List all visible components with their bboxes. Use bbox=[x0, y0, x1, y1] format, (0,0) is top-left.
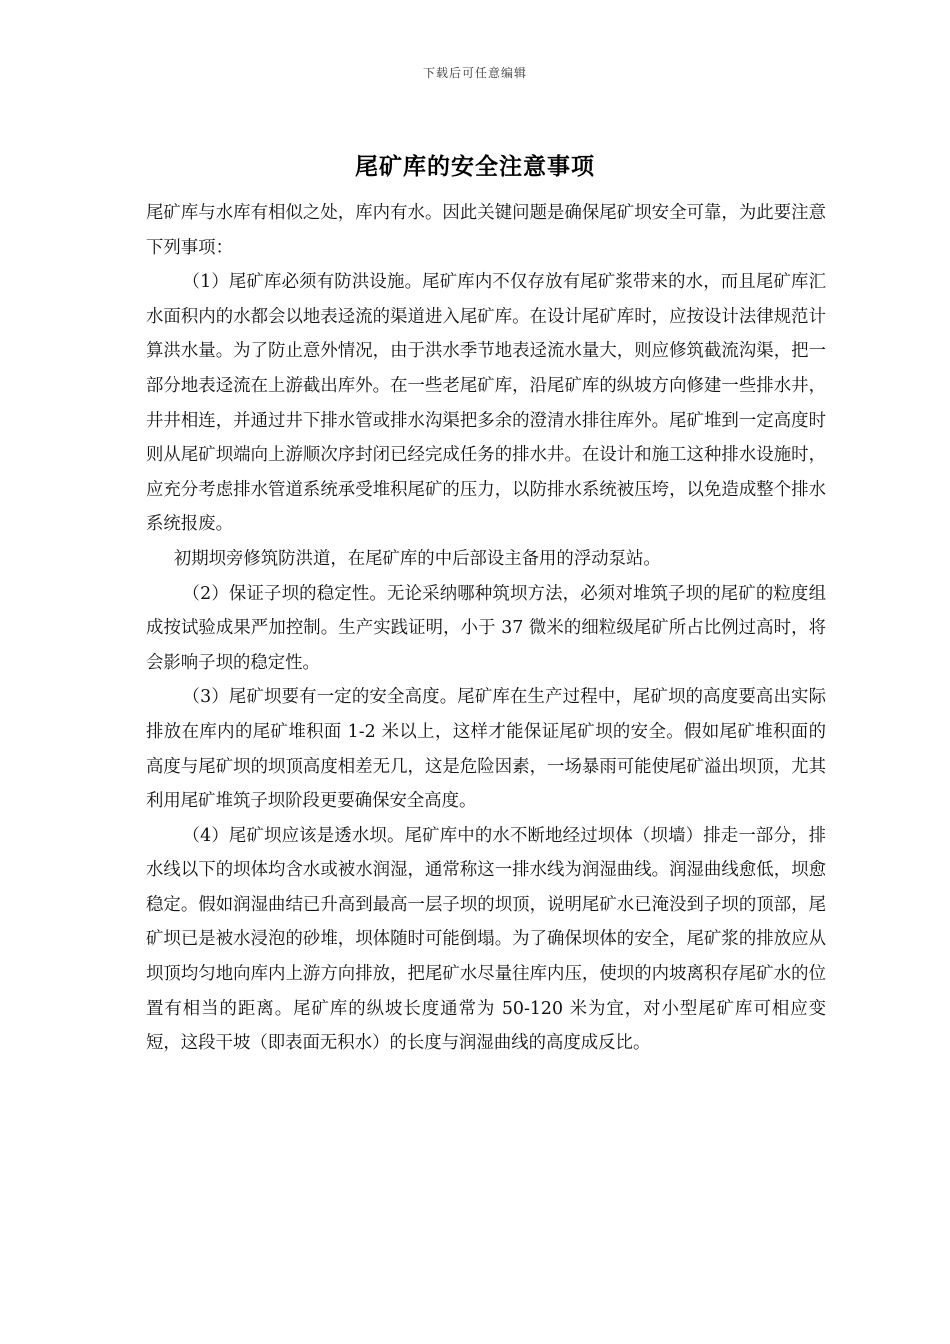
paragraph-safety-height: （3）尾矿坝要有一定的安全高度。尾矿库在生产过程中，尾矿坝的高度要高出实际排放在库内的尾矿堆积面 1-2 米以上，这样才能保证尾矿坝的安全。假如尾矿堆积面的高度与尾矿坝的坝顶高度相差无几，这是危险因素，一场暴雨可能使尾矿溢出坝顶，尤其利用尾矿堆筑子坝阶段更要确保安全高度。 bbox=[146, 687, 826, 812]
paragraph-subdam-stability: （2）保证子坝的稳定性。无论采纳哪种筑坝方法，必须对堆筑子坝的尾矿的粒度组成按试验成果严加控制。生产实践证明，小于 37 微米的细粒级尾矿所占比例过高时，将会影响子坝的稳定性。 bbox=[146, 583, 826, 673]
paragraph-permeable-dam: （4）尾矿坝应该是透水坝。尾矿库中的水不断地经过坝体（坝墙）排走一部分，排水线以下的坝体均含水或被水润湿，通常称这一排水线为润湿曲线。润湿曲线愈低，坝愈稳定。假如润湿曲结已升高到最高一层子坝的坝顶，说明尾矿水已淹没到子坝的顶部，尾矿坝已是被水浸泡的砂堆，坝体随时可能倒塌。为了确保坝体的安全，尾矿浆的排放应从坝顶均匀地向库内上游方向排放，把尾矿水尽量往库内压，使坝的内坡离积存尾矿水的位置有相当的距离。尾矿库的纵坡长度通常为 50-120 米为宜，对小型尾矿库可相应变短，这段干坡（即表面无积水）的长度与润湿曲线的高度成反比。 bbox=[146, 825, 826, 1054]
paragraph-flood-channel: 初期坝旁修筑防洪道，在尾矿库的中后部设主备用的浮动泵站。 bbox=[173, 548, 661, 569]
header-note: 下载后可任意编辑 bbox=[422, 66, 527, 80]
paragraph-intro: 尾矿库与水库有相似之处，库内有水。因此关键问题是确保尾矿坝安全可靠，为此要注意下列事项： bbox=[146, 203, 826, 258]
document-body bbox=[146, 196, 826, 1061]
page-title: 尾矿库的安全注意事项 bbox=[355, 153, 595, 180]
paragraph-flood-control: （1）尾矿库必须有防洪设施。尾矿库内不仅存放有尾矿浆带来的水，而且尾矿库汇水面积内的水都会以地表迳流的渠道进入尾矿库。在设计尾矿库时，应按设计法律规范计算洪水量。为了防止意外情况，由于洪水季节地表迳流水量大，则应修筑截流沟渠，把一部分地表迳流在上游截出库外。在一些老尾矿库，沿尾矿库的纵坡方向修建一些排水井，井井相连，并通过井下排水管或排水沟渠把多余的澄清水排往库外。尾矿堆到一定高度时则从尾矿坝端向上游顺次序封闭已经完成任务的排水井。在设计和施工这种排水设施时，应充分考虑排水管道系统承受堆积尾矿的压力，以防排水系统被压垮，以免造成整个排水系统报废。 bbox=[146, 272, 826, 535]
